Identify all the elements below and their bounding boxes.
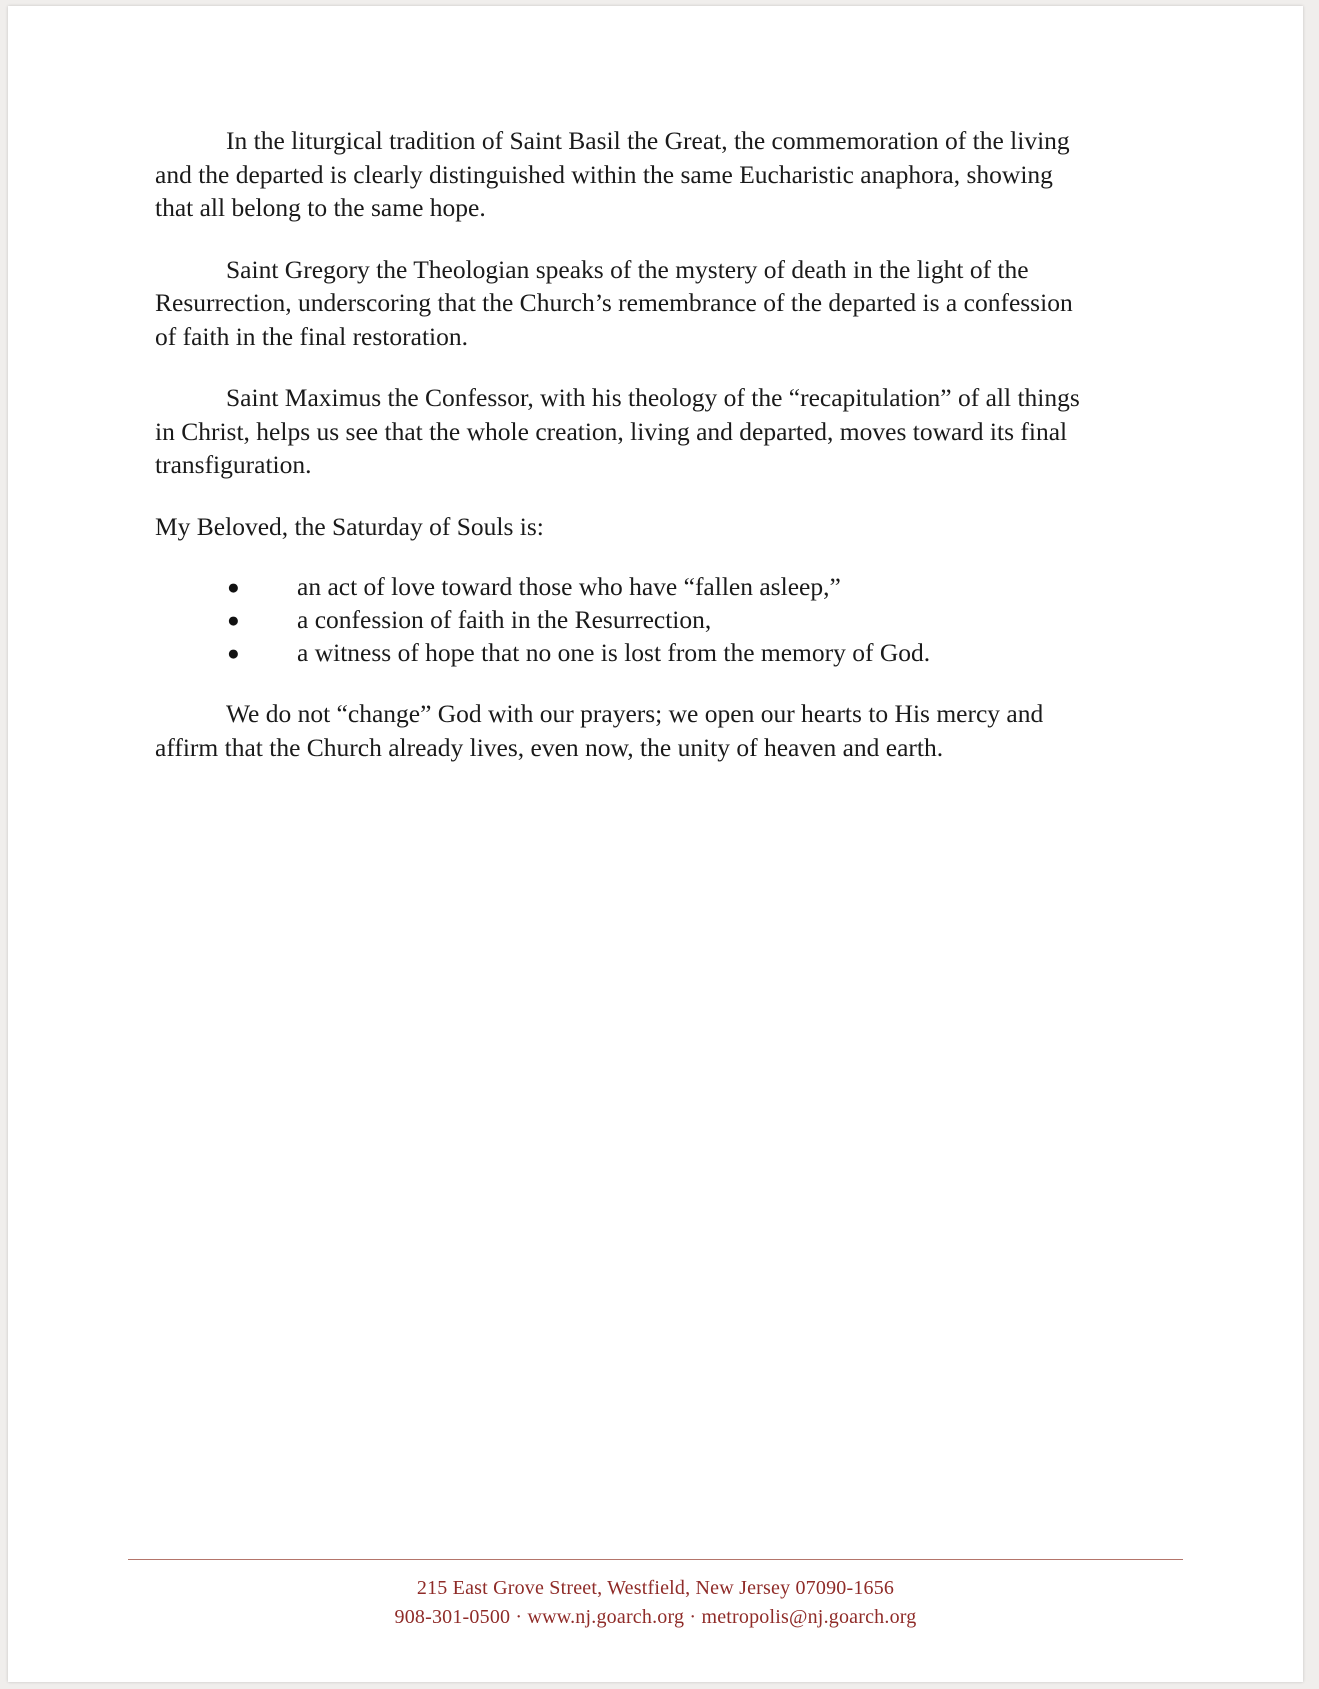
list-item: [155, 571, 1085, 603]
footer-address: 215 East Grove Street, Westfield, New Jersey 07090-1656: [416, 1577, 895, 1599]
paragraph-saint-basil: In the liturgical tradition of Saint Basil the Great, the commemoration of the living and the departed is clearly distinguished within the same Eucharistic anaphora, showing that all belong to the same hope.: [155, 126, 1070, 222]
list-item-label: an act of love toward those who have “fallen asleep,”: [297, 572, 841, 601]
paragraph-lead-in: My Beloved, the Saturday of Souls is:: [155, 511, 544, 541]
document-page: [8, 6, 1303, 1682]
list-item: [155, 637, 1085, 669]
list-item-label: a confession of faith in the Resurrection,: [297, 605, 712, 634]
page-footer: [8, 1559, 1303, 1632]
paragraph-saint-gregory: Saint Gregory the Theologian speaks of the mystery of death in the light of the Resurrection, underscoring that the Church’s remembrance of the departed is a confession of faith in the final restoration.: [155, 254, 1073, 351]
document-body: [155, 124, 1085, 792]
bullet-list: [155, 571, 1085, 669]
paragraph-saint-maximus: Saint Maximus the Confessor, with his theology of the “recapitulation” of all things in Christ, helps us see that the whole creation, living and departed, moves toward its final transfiguration.: [155, 383, 1080, 479]
paragraph-closing: We do not “change” God with our prayers; we open our hearts to His mercy and affirm that the Church already lives, even now, the unity of heaven and earth.: [155, 699, 1044, 762]
bullet-icon: ●: [227, 608, 240, 632]
list-item-label: a witness of hope that no one is lost from the memory of God.: [297, 638, 931, 667]
bullet-icon: ●: [227, 575, 240, 599]
footer-divider: [128, 1559, 1183, 1560]
footer-contact: 908-301-0500 · www.nj.goarch.org · metropolis@nj.goarch.org: [394, 1606, 917, 1628]
bullet-icon: ●: [227, 641, 240, 665]
list-item: [155, 604, 1085, 636]
